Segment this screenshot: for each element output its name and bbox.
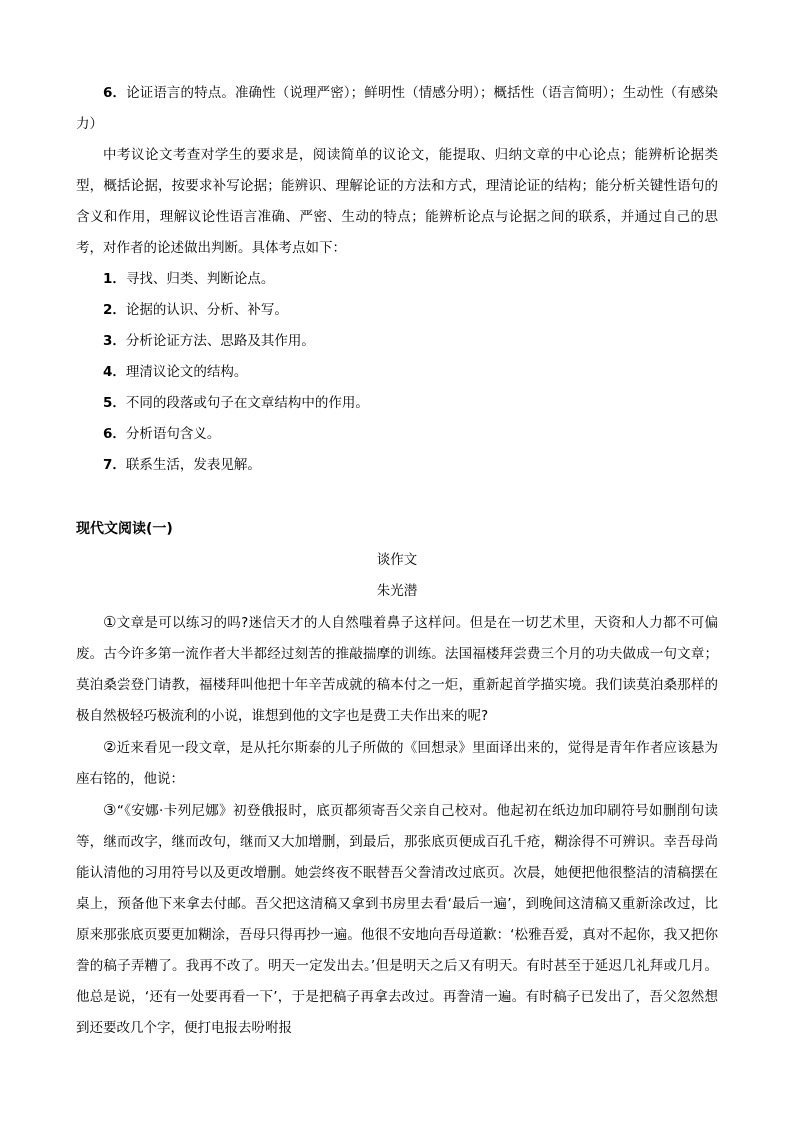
exam-point bbox=[76, 326, 718, 357]
exam-point-text: 论据的认识、分析、补写。 bbox=[125, 302, 288, 318]
intro-item-6-number: 6． bbox=[103, 85, 127, 101]
exam-point-number: 1． bbox=[103, 271, 126, 287]
article-title: 谈作文 bbox=[376, 552, 418, 568]
page-content bbox=[76, 78, 718, 1044]
article-paragraph-1 bbox=[76, 607, 718, 732]
exam-point-number: 6． bbox=[103, 426, 126, 442]
exam-point bbox=[76, 357, 718, 388]
article-author: 朱光潜 bbox=[376, 583, 418, 599]
intro-item-6-text: 论证语言的特点。准确性（说理严密）；鲜明性（情感分明）；概括性（语言简明）；生动性（有感染力） bbox=[76, 85, 718, 132]
paragraph-marker: ③ bbox=[103, 801, 117, 819]
article-paragraph-3 bbox=[76, 795, 718, 1044]
section-title: 现代文阅读(一) bbox=[76, 521, 173, 537]
exam-point-text: 分析语句含义。 bbox=[125, 426, 221, 442]
exam-point-number: 7． bbox=[103, 457, 126, 473]
paragraph-marker: ① bbox=[103, 613, 117, 631]
exam-point-number: 5． bbox=[103, 395, 126, 411]
exam-points-list bbox=[76, 264, 718, 481]
article-paragraph-2 bbox=[76, 732, 718, 795]
exam-point-text: 不同的段落或句子在文章结构中的作用。 bbox=[125, 395, 369, 411]
exam-point bbox=[76, 450, 718, 481]
paragraph-text: 近来看见一段文章，是从托尔斯泰的儿子所做的《回想录》里面译出来的，觉得是青年作者应该悬为座右铭的，他说： bbox=[76, 740, 718, 787]
exam-point bbox=[76, 264, 718, 295]
paragraph-marker: ② bbox=[103, 738, 117, 756]
exam-point-text: 理清议论文的结构。 bbox=[125, 364, 248, 380]
intro-item-6 bbox=[76, 78, 718, 140]
requirements-paragraph: 中考议论文考查对学生的要求是，阅读简单的议论文，能提取、归纳文章的中心论点；能辨析论据类型，概括论据，按要求补写论据；能辨识、理解论证的方法和方式，理清论证的结构；能分析关键性语句的含义和作用，理解议论性语言准确、严密、生动的特点；能辨析论点与论据之间的联系，并通过自己的思考，对作者的论述做出判断。具体考点如下： bbox=[76, 147, 718, 256]
exam-point bbox=[76, 388, 718, 419]
paragraph-text: “《安娜·卡列尼娜》初登俄报时，底页都须寄吾父亲自己校对。他起初在纸边加印刷符号如删削句读等，继而改字，继而改句，继而又大加增删，到最后，那张底页便成百孔千疮，糊涂得不可辨识。幸吾母尚能认清他的习用符号以及更改增删。她尝终夜不眠替吾父誊清改过底页。次晨，她便把他很整洁的清稿摆在桌上，预备他下来拿去付邮。吾父把这清稿又拿到书房里去看‘最后一遍’，到晚间这清稿又重新涂改过，比原来那张底页要更加糊涂，吾母只得再抄一遍。他很不安地向吾母道歉：‘松雅吾爱，真对不起你，我又把你誊的稿子弄糟了。我再不改了。明天一定发出去。’但是明天之后又有明天。有时甚至于延迟几礼拜或几月。他总是说，‘还有一处要再看一下’，于是把稿子再拿去改过。再誊清一遍。有时稿子已发出了，吾父忽然想到还要改几个字，便打电报去吩咐报 bbox=[76, 803, 718, 1036]
exam-point-text: 联系生活，发表见解。 bbox=[125, 457, 261, 473]
exam-point-number: 3． bbox=[103, 333, 126, 349]
paragraph-text: 文章是可以练习的吗?迷信天才的人自然嗤着鼻子这样问。但是在一切艺术里，天资和人力都不可偏废。古今许多第一流作者大半都经过刻苦的推敲揣摩的训练。法国福楼拜尝费三个月的功夫做成一句文章；莫泊桑尝登门请教，福楼拜叫他把十年辛苦成就的稿本付之一炬，重新起首学描实境。我们读莫泊桑那样的极自然极轻巧极流利的小说，谁想到他的文字也是费工夫作出来的呢? bbox=[76, 615, 718, 724]
exam-point bbox=[76, 419, 718, 450]
exam-point-text: 寻找、归类、判断论点。 bbox=[125, 271, 275, 287]
exam-point-number: 4． bbox=[103, 364, 126, 380]
exam-point bbox=[76, 295, 718, 326]
exam-point-number: 2． bbox=[103, 302, 126, 318]
exam-point-text: 分析论证方法、思路及其作用。 bbox=[125, 333, 315, 349]
